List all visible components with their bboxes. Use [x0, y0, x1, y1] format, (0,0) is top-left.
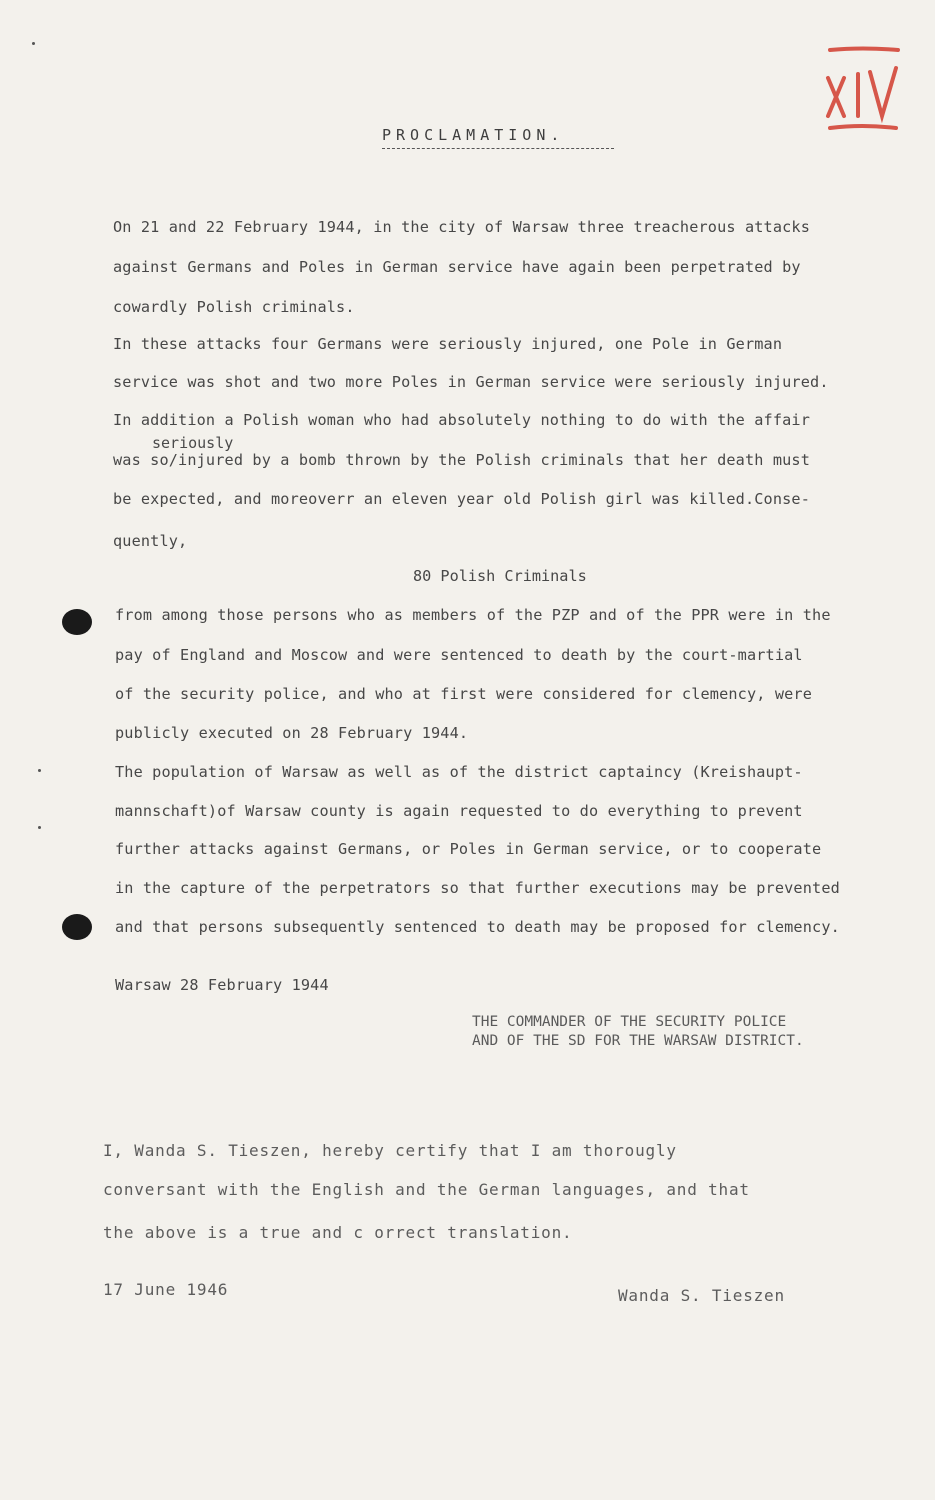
body-line-4: In these attacks four Germans were seriously injured, one Pole in German	[113, 335, 783, 353]
body-line-7: was so/injured by a bomb thrown by the Polish criminals that her death must	[113, 451, 811, 469]
body2-line-2: pay of England and Moscow and were sentenced to death by the court-martial	[115, 646, 803, 664]
inserted-word-seriously: seriously	[152, 434, 234, 452]
xiv-top-bar	[830, 49, 898, 51]
xiv-bottom-bar	[830, 126, 896, 128]
roman-numeral-annotation	[822, 44, 902, 136]
body2-line-1: from among those persons who as members of the PZP and of the PPR were in the	[115, 606, 831, 624]
punch-hole-lower	[62, 914, 92, 940]
signature-line-1: THE COMMANDER OF THE SECURITY POLICE	[472, 1014, 787, 1030]
xiv-v-stroke	[870, 68, 896, 116]
body2-line-6: mannschaft)of Warsaw county is again requested to do everything to prevent	[115, 802, 803, 820]
center-heading: 80 Polish Criminals	[413, 567, 587, 585]
punch-hole-upper	[62, 609, 92, 635]
signature-line-2: AND OF THE SD FOR THE WARSAW DISTRICT.	[472, 1033, 804, 1049]
body-line-1: On 21 and 22 February 1944, in the city of Warsaw three treacherous attacks	[113, 218, 811, 236]
body2-line-5: The population of Warsaw as well as of the district captaincy (Kreishaupt-	[115, 763, 803, 781]
body2-line-9: and that persons subsequently sentenced to death may be proposed for clemency.	[115, 918, 840, 936]
cert-line-3: the above is a true and c orrect translation.	[103, 1223, 573, 1242]
title-underline	[382, 148, 614, 149]
body-line-8: be expected, and moreoverr an eleven year old Polish girl was killed.Conse-	[113, 490, 811, 508]
cert-line-1: I, Wanda S. Tieszen, hereby certify that I am thorougly	[103, 1141, 677, 1160]
body-line-6: In addition a Polish woman who had absolutely nothing to do with the affair	[113, 411, 811, 429]
body-line-9: quently,	[113, 532, 188, 550]
body-line-5: service was shot and two more Poles in German service were seriously injured.	[113, 373, 829, 391]
body2-line-7: further attacks against Germans, or Poles in German service, or to cooperate	[115, 840, 822, 858]
body2-line-4: publicly executed on 28 February 1944.	[115, 724, 469, 742]
paper-speck	[38, 826, 41, 829]
translator-name: Wanda S. Tieszen	[618, 1286, 785, 1305]
xiv-text: XIV	[862, 104, 864, 105]
proclamation-date: Warsaw 28 February 1944	[115, 976, 329, 994]
cert-line-2: conversant with the English and the German languages, and that	[103, 1180, 750, 1199]
body-line-2: against Germans and Poles in German service have again been perpetrated by	[113, 258, 801, 276]
body-line-3: cowardly Polish criminals.	[113, 298, 355, 316]
xiv-stroke-group	[828, 49, 898, 129]
cert-date: 17 June 1946	[103, 1280, 229, 1299]
paper-speck	[32, 42, 35, 45]
proclamation-title: PROCLAMATION.	[382, 126, 565, 144]
paper-speck	[38, 769, 41, 772]
body2-line-8: in the capture of the perpetrators so that further executions may be prevented	[115, 879, 840, 897]
body2-line-3: of the security police, and who at first were considered for clemency, were	[115, 685, 813, 703]
